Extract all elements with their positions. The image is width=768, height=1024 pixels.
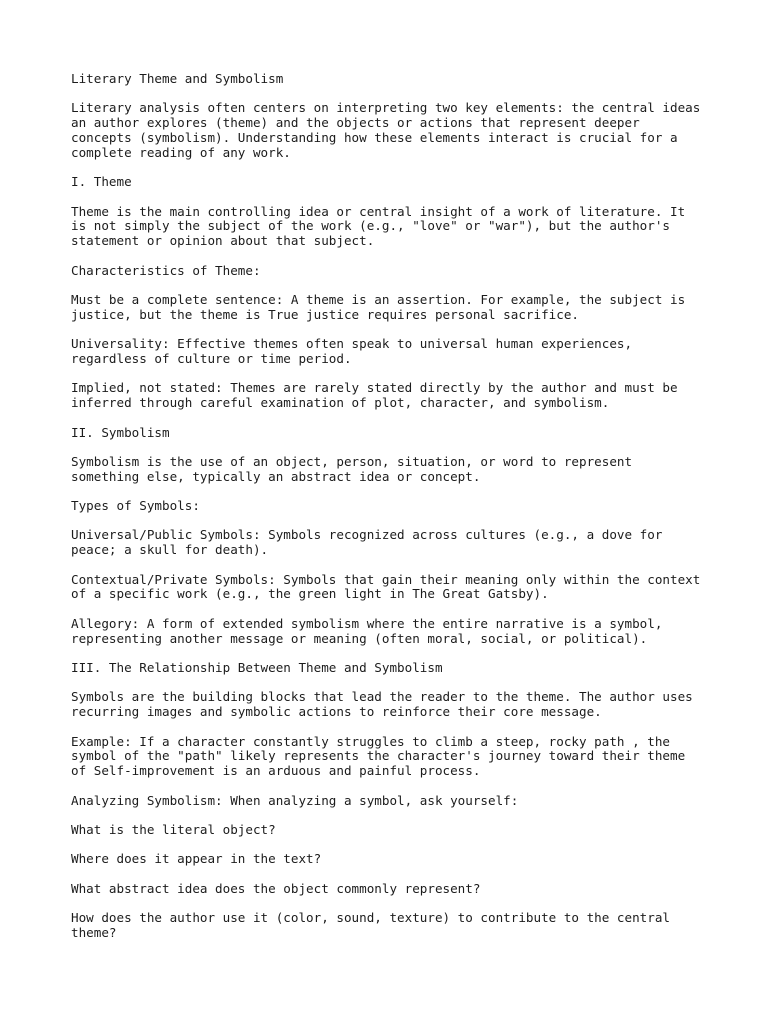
symbolism-definition-paragraph: Symbolism is the use of an object, person, situation, or word to represent something else, typically an abstract idea or concept. [71,453,633,484]
question-where-appear: Where does it appear in the text? [71,851,322,867]
relationship-paragraph: Symbols are the building blocks that lead the reader to the theme. The author uses recurring images and symbolic actions to reinforce their core message. [71,689,693,720]
question-abstract-idea: What abstract idea does the object commonly represent? [71,880,481,896]
intro-paragraph: Literary analysis often centers on interpreting two key elements: the central ideas an author explores (theme) and the objects or actions that represent deeper concepts (symbolism). Understanding how these elements interact is crucial for a complete reading of any work. [71,100,701,160]
symbol-type-allegory: Allegory: A form of extended symbolism where the entire narrative is a symbol, representing another message or meaning (often moral, social, or political). [71,615,663,646]
section-heading-symbolism: II. Symbolism [71,424,170,440]
document-page [71,72,731,955]
section-heading-theme: I. Theme [71,174,132,190]
question-literal-object: What is the literal object? [71,821,276,837]
characteristic-complete-sentence: Must be a complete sentence: A theme is an assertion. For example, the subject is justice, but the theme is True justice requires personal sacrifice. [71,291,686,322]
subheading-characteristics: Characteristics of Theme: [71,262,261,278]
document-title: Literary Theme and Symbolism [71,71,284,86]
symbol-type-universal: Universal/Public Symbols: Symbols recognized across cultures (e.g., a dove for peace; a skull for death). [71,527,663,558]
example-paragraph: Example: If a character constantly struggles to climb a steep, rocky path , the symbol of the "path" likely represents the character's journey toward their theme of Self-improvement is an arduous and painful process. [71,733,686,779]
characteristic-universality: Universality: Effective themes often speak to universal human experiences, regardless of culture or time period. [71,336,633,366]
analyzing-symbolism-paragraph: Analyzing Symbolism: When analyzing a symbol, ask yourself: [71,792,519,808]
section-heading-relationship: III. The Relationship Between Theme and Symbolism [71,660,443,676]
symbol-type-contextual: Contextual/Private Symbols: Symbols that gain their meaning only within the context of a specific work (e.g., the green light in The Great Gatsby). [71,571,701,602]
question-author-use: How does the author use it (color, sound, texture) to contribute to the central theme? [71,910,670,940]
subheading-types-of-symbols: Types of Symbols: [71,498,200,514]
theme-definition-paragraph: Theme is the main controlling idea or central insight of a work of literature. It is not simply the subject of the work (e.g., "love" or "war"), but the author's statement or opinion about that subject. [71,203,686,249]
characteristic-implied: Implied, not stated: Themes are rarely stated directly by the author and must be inferred through careful examination of plot, character, and symbolism. [71,380,678,411]
